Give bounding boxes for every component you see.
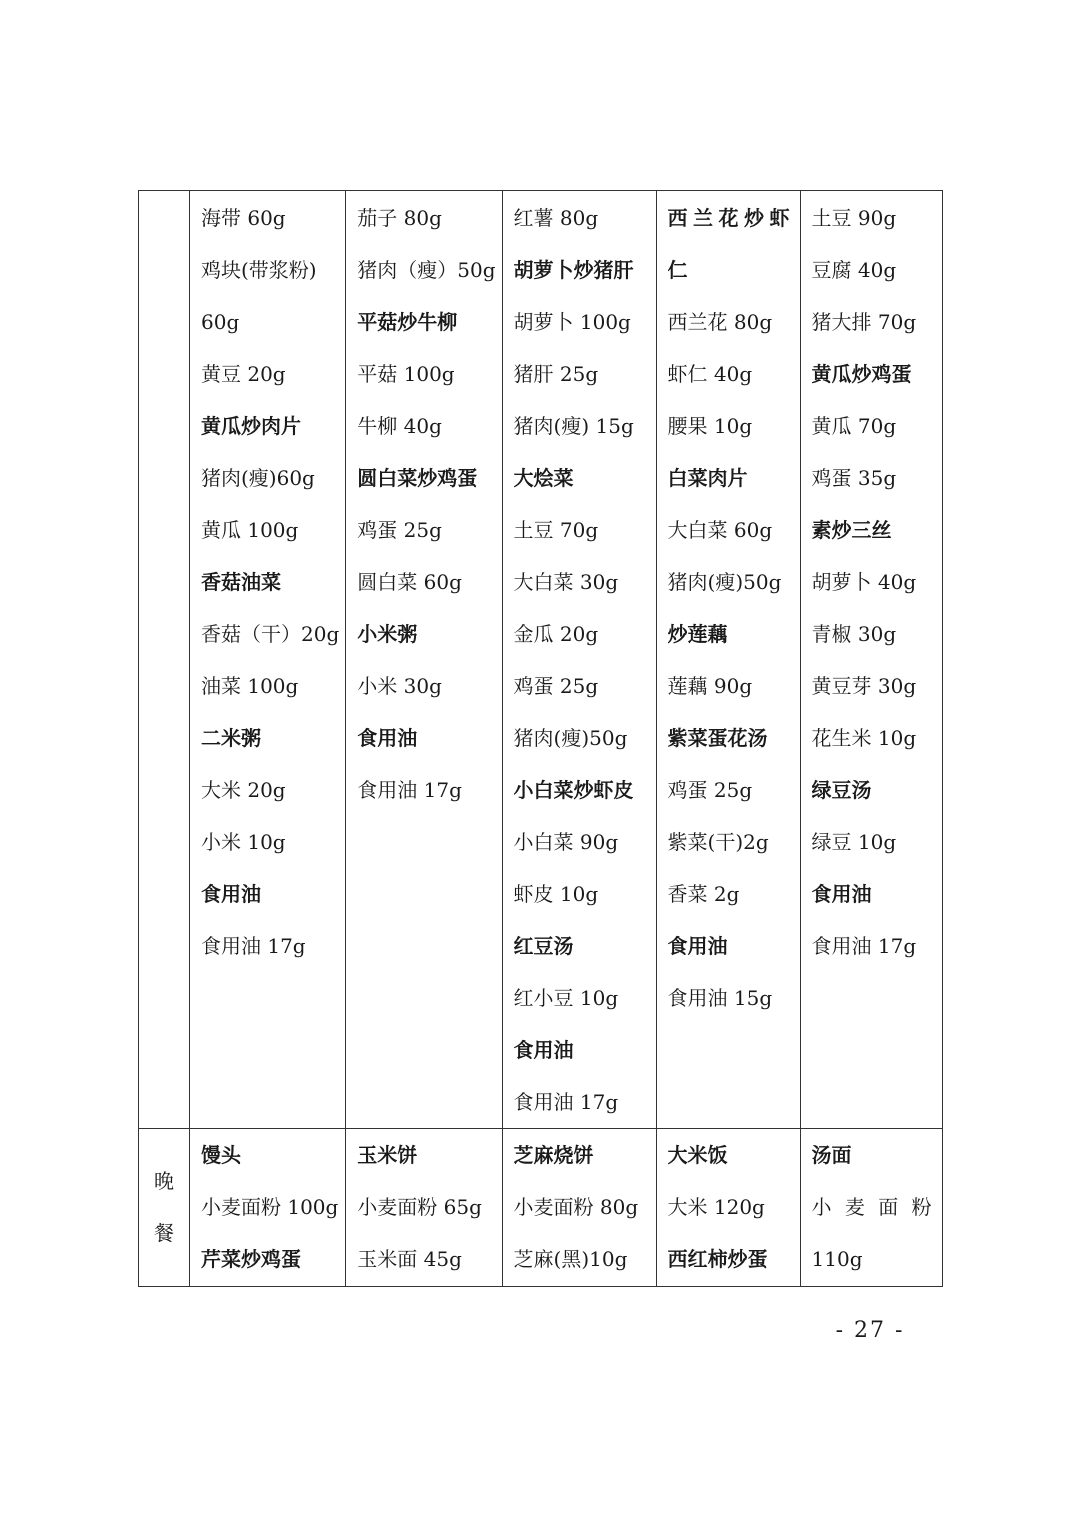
- ingredient-line: 猪肉(瘦) 15g: [513, 414, 634, 438]
- ingredient-line: 红薯 80g: [513, 206, 599, 230]
- meal-label-cell: [139, 191, 190, 1129]
- ingredient-line: 玉米面 45g: [357, 1247, 462, 1271]
- dish-name: 胡萝卜炒猪肝: [513, 258, 634, 282]
- ingredient-line: 小白菜 90g: [513, 830, 619, 854]
- dish-name: 黄瓜炒鸡蛋: [811, 362, 912, 386]
- dish-name: 黄瓜炒肉片: [201, 414, 301, 438]
- meal-label-cell: [139, 1129, 190, 1287]
- ingredient-line: 胡萝卜 100g: [513, 310, 631, 334]
- dish-name: 食用油: [201, 882, 261, 906]
- dish-name: 食用油: [811, 882, 872, 906]
- meal-label-dinner: [139, 1129, 189, 1259]
- ingredient-line: 花生米 10g: [811, 726, 917, 750]
- dish-name: 红豆汤: [513, 934, 574, 958]
- dish-name: 西 兰 花 炒 虾: [667, 206, 790, 230]
- ingredient-line: 小麦面粉 100g: [201, 1195, 339, 1219]
- ingredient-line: 圆白菜 60g: [357, 570, 462, 594]
- menu-cell: [800, 1129, 942, 1287]
- ingredient-line: 食用油 17g: [357, 778, 462, 802]
- ingredient-line: 大白菜 60g: [667, 518, 773, 542]
- ingredient-line: 海带 60g: [201, 206, 286, 230]
- dish-name: 食用油: [667, 934, 728, 958]
- menu-cell: [502, 191, 656, 1129]
- dish-name: 炒莲藕: [667, 622, 728, 646]
- ingredient-line: 鸡块(带浆粉): [201, 258, 317, 282]
- ingredient-line: 青椒 30g: [811, 622, 897, 646]
- ingredient-line: 红小豆 10g: [513, 986, 619, 1010]
- ingredient-line: 黄瓜 70g: [811, 414, 897, 438]
- ingredient-line: 土豆 70g: [513, 518, 599, 542]
- dish-name: 仁: [667, 258, 688, 282]
- dish-name: 平菇炒牛柳: [357, 310, 458, 334]
- ingredient-line: 60g: [201, 310, 240, 334]
- dish-name: 芝麻烧饼: [513, 1143, 594, 1167]
- ingredient-line: 紫菜(干)2g: [667, 830, 769, 854]
- dish-name: 香菇油菜: [201, 570, 281, 594]
- ingredient-line: 平菇 100g: [357, 362, 455, 386]
- ingredient-line: 黄豆芽 30g: [811, 674, 917, 698]
- dish-name: 二米粥: [201, 726, 261, 750]
- menu-table: [138, 190, 943, 1287]
- dish-name: 馒头: [201, 1143, 241, 1167]
- ingredient-line: 腰果 10g: [667, 414, 753, 438]
- ingredient-line: 黄瓜 100g: [201, 518, 299, 542]
- ingredient-line: 金瓜 20g: [513, 622, 599, 646]
- menu-cell: [346, 191, 502, 1129]
- ingredient-line: 小 麦 面 粉: [811, 1195, 932, 1219]
- dish-name: 小白菜炒虾皮: [513, 778, 634, 802]
- ingredient-line: 香菜 2g: [667, 882, 740, 906]
- ingredient-line: 茄子 80g: [357, 206, 442, 230]
- ingredient-line: 鸡蛋 25g: [513, 674, 599, 698]
- ingredient-line: 鸡蛋 35g: [811, 466, 897, 490]
- dish-name: 白菜肉片: [667, 466, 748, 490]
- ingredient-line: 莲藕 90g: [667, 674, 753, 698]
- menu-cell: [190, 1129, 346, 1287]
- table-row-lunch-continued: [139, 191, 943, 1129]
- ingredient-line: 胡萝卜 40g: [811, 570, 917, 594]
- ingredient-line: 猪肉（瘦）50g: [357, 258, 496, 282]
- page-number: - 27 -: [835, 1318, 905, 1343]
- ingredient-line: 芝麻(黑)10g: [513, 1247, 628, 1271]
- menu-cell: [656, 1129, 800, 1287]
- dish-name: 食用油: [513, 1038, 574, 1062]
- ingredient-line: 绿豆 10g: [811, 830, 897, 854]
- dish-name: 大米饭: [667, 1143, 728, 1167]
- ingredient-line: 虾皮 10g: [513, 882, 599, 906]
- ingredient-line: 猪肉(瘦)50g: [667, 570, 782, 594]
- ingredient-line: 牛柳 40g: [357, 414, 442, 438]
- meal-label-char: 餐: [154, 1221, 174, 1245]
- ingredient-line: 110g: [811, 1247, 863, 1271]
- ingredient-line: 猪大排 70g: [811, 310, 917, 334]
- dish-name: 玉米饼: [357, 1143, 418, 1167]
- ingredient-line: 小米 30g: [357, 674, 442, 698]
- ingredient-line: 虾仁 40g: [667, 362, 753, 386]
- ingredient-line: 大白菜 30g: [513, 570, 619, 594]
- dish-name: 素炒三丝: [811, 518, 892, 542]
- dish-name: 大烩菜: [513, 466, 574, 490]
- ingredient-line: 食用油 17g: [811, 934, 917, 958]
- ingredient-line: 香菇（干）20g: [201, 622, 340, 646]
- ingredient-line: 小麦面粉 80g: [513, 1195, 639, 1219]
- dish-name: 汤面: [811, 1143, 852, 1167]
- ingredient-line: 食用油 17g: [513, 1090, 619, 1114]
- ingredient-line: 黄豆 20g: [201, 362, 286, 386]
- menu-cell: [190, 191, 346, 1129]
- ingredient-line: 豆腐 40g: [811, 258, 897, 282]
- menu-cell: [656, 191, 800, 1129]
- dish-name: 绿豆汤: [811, 778, 872, 802]
- dish-name: 小米粥: [357, 622, 418, 646]
- ingredient-line: 鸡蛋 25g: [667, 778, 753, 802]
- dish-name: 圆白菜炒鸡蛋: [357, 466, 478, 490]
- ingredient-line: 小麦面粉 65g: [357, 1195, 482, 1219]
- ingredient-line: 食用油 15g: [667, 986, 773, 1010]
- menu-cell: [800, 191, 942, 1129]
- menu-cell: [346, 1129, 502, 1287]
- ingredient-line: 土豆 90g: [811, 206, 897, 230]
- ingredient-line: 西兰花 80g: [667, 310, 773, 334]
- menu-cell: [502, 1129, 656, 1287]
- ingredient-line: 鸡蛋 25g: [357, 518, 442, 542]
- ingredient-line: 猪肝 25g: [513, 362, 599, 386]
- meal-label-char: 晚: [154, 1169, 174, 1193]
- ingredient-line: 食用油 17g: [201, 934, 306, 958]
- ingredient-line: 油菜 100g: [201, 674, 299, 698]
- dish-name: 芹菜炒鸡蛋: [201, 1247, 301, 1271]
- dish-name: 西红柿炒蛋: [667, 1247, 768, 1271]
- table-row-dinner: [139, 1129, 943, 1287]
- ingredient-line: 小米 10g: [201, 830, 286, 854]
- dish-name: 紫菜蛋花汤: [667, 726, 768, 750]
- dish-name: 食用油: [357, 726, 418, 750]
- ingredient-line: 大米 120g: [667, 1195, 765, 1219]
- ingredient-line: 猪肉(瘦)50g: [513, 726, 628, 750]
- ingredient-line: 大米 20g: [201, 778, 286, 802]
- ingredient-line: 猪肉(瘦)60g: [201, 466, 315, 490]
